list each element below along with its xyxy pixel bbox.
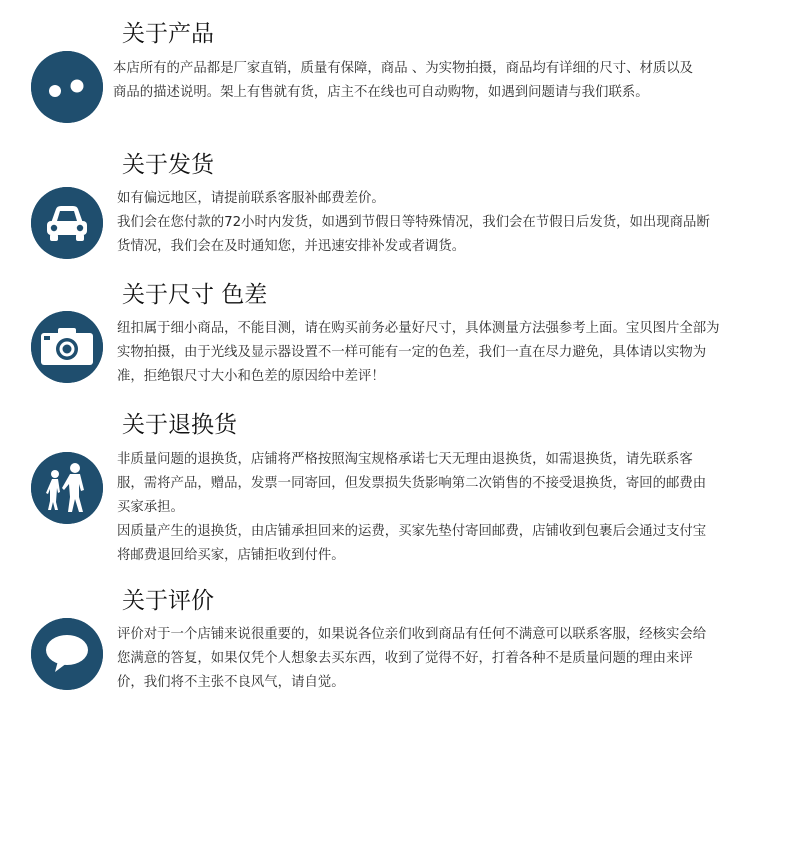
- section-title-shipping: 关于发货: [122, 152, 214, 178]
- section-body-size-color: [117, 317, 722, 389]
- section-body-shipping: [117, 187, 717, 259]
- section-title-size-color: 关于尺寸 色差: [122, 282, 268, 308]
- section-title-product: 关于产品: [122, 21, 214, 47]
- section-title-returns: 关于退换货: [122, 412, 237, 438]
- walking-people-icon: [31, 452, 103, 524]
- paragraph: 非质量问题的退换货，店铺将严格按照淘宝规格承诺七天无理由退换货，如需退换货，请先联系客服，需将产品，赠品，发票一同寄回，但发票损失货影响第二次销售的不接受退换货，寄回的邮费由买家承担。: [117, 452, 707, 515]
- section-body-reviews: [117, 623, 717, 695]
- paragraph: 因质量产生的退换货，由店铺承担回来的运费，买家先垫付寄回邮费，店铺收到包裹后会通过支付宝将邮费退回给买家，店铺拒收到付件。: [117, 524, 707, 563]
- paragraph: 评价对于一个店铺来说很重要的，如果说各位亲们收到商品有任何不满意可以联系客服，经核实会给您满意的答复，如果仅凭个人想象去买东西，收到了觉得不好，打着各种不是质量问题的理由来评价，我们将不主张不良风气，请自觉。: [117, 627, 707, 690]
- section-title-reviews: 关于评价: [122, 588, 214, 614]
- paragraph: 纽扣属于细小商品，不能目测，请在购买前务必量好尺寸，具体测量方法强参考上面。宝贝图片全部为实物拍摄，由于光线及显示器设置不一样可能有一定的色差，我们一直在尽力避免，具体请以实物为准，拒绝银尺寸大小和色差的原因给中差评！: [117, 321, 720, 384]
- speech-bubble-icon: [31, 618, 103, 690]
- car-icon: [31, 187, 103, 259]
- camera-icon: [31, 311, 103, 383]
- paragraph: 本店所有的产品都是厂家直销，质量有保障，商品 、为实物拍摄，商品均有详细的尺寸、材质以及商品的描述说明。架上有售就有货，店主不在线也可自动购物，如遇到问题请与我们联系。: [113, 61, 694, 100]
- paragraph: 我们会在您付款的72小时内发货，如遇到节假日等特殊情况，我们会在节假日后发货，如出现商品断货情况，我们会在及时通知您，并迅速安排补发或者调货。: [117, 215, 710, 254]
- dots-icon: [31, 51, 103, 123]
- section-body-product: [113, 57, 703, 105]
- paragraph: 如有偏远地区，请提前联系客服补邮费差价。: [117, 191, 385, 206]
- section-body-returns: [117, 448, 717, 568]
